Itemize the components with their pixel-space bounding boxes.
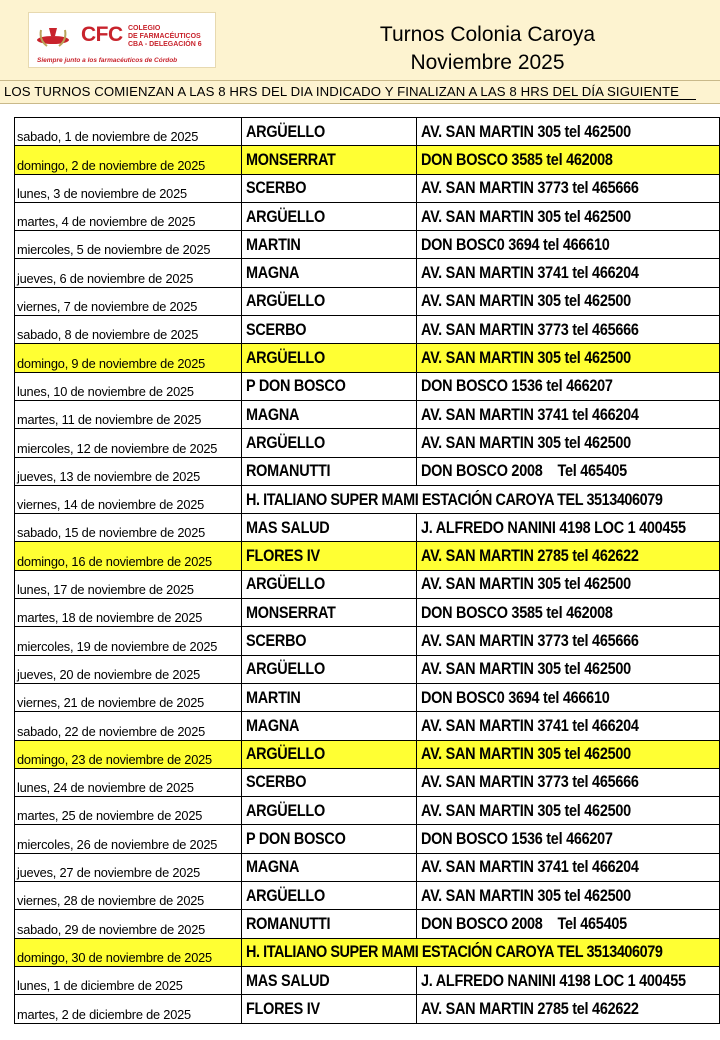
row-pharmacy-text: ARGÜELLO bbox=[246, 432, 325, 452]
row-address bbox=[417, 287, 720, 315]
row-date: domingo, 16 de noviembre de 2025 bbox=[15, 542, 242, 570]
row-pharmacy-text: ROMANUTTI bbox=[246, 913, 331, 933]
schedule-row bbox=[15, 287, 720, 315]
row-pharmacy bbox=[242, 853, 417, 881]
row-address bbox=[417, 740, 720, 768]
row-address-text: AV. SAN MARTIN 3773 tel 465666 bbox=[421, 772, 639, 792]
row-date: miercoles, 12 de noviembre de 2025 bbox=[15, 429, 242, 457]
schedule-row bbox=[15, 344, 720, 372]
schedule-row bbox=[15, 882, 720, 910]
row-date: miercoles, 5 de noviembre de 2025 bbox=[15, 231, 242, 259]
row-address-text: AV. SAN MARTIN 3773 tel 465666 bbox=[421, 319, 639, 339]
row-pharmacy-text: SCERBO bbox=[246, 772, 307, 792]
row-date: viernes, 7 de noviembre de 2025 bbox=[15, 287, 242, 315]
laurel-icon bbox=[35, 22, 71, 52]
row-date: jueves, 6 de noviembre de 2025 bbox=[15, 259, 242, 287]
row-address-text: AV. SAN MARTIN 305 tel 462500 bbox=[421, 206, 631, 226]
row-pharmacy bbox=[242, 174, 417, 202]
row-pharmacy-text: ARGÜELLO bbox=[246, 291, 325, 311]
schedule-row bbox=[15, 966, 720, 994]
row-pharmacy-text: MAGNA bbox=[246, 715, 300, 735]
schedule-row bbox=[15, 118, 720, 146]
row-pharmacy-text: ARGÜELLO bbox=[246, 206, 325, 226]
row-date: lunes, 1 de diciembre de 2025 bbox=[15, 966, 242, 994]
row-address-text: AV. SAN MARTIN 3741 tel 466204 bbox=[421, 263, 639, 283]
row-address-text: DON BOSC0 3694 tel 466610 bbox=[421, 687, 610, 707]
schedule-row bbox=[15, 231, 720, 259]
schedule-row bbox=[15, 259, 720, 287]
row-address bbox=[417, 174, 720, 202]
schedule-row bbox=[15, 712, 720, 740]
row-pharmacy-text: SCERBO bbox=[246, 630, 307, 650]
row-address-text: AV. SAN MARTIN 3773 tel 465666 bbox=[421, 178, 639, 198]
row-pharmacy bbox=[242, 202, 417, 230]
row-address-text: DON BOSC0 3694 tel 466610 bbox=[421, 234, 610, 254]
row-address bbox=[417, 570, 720, 598]
row-date: jueves, 20 de noviembre de 2025 bbox=[15, 655, 242, 683]
row-address bbox=[417, 825, 720, 853]
schedule-row bbox=[15, 400, 720, 428]
row-pharmacy bbox=[242, 146, 417, 174]
row-address bbox=[417, 768, 720, 796]
row-address-text: DON BOSCO 3585 tel 462008 bbox=[421, 602, 613, 622]
row-date: viernes, 28 de noviembre de 2025 bbox=[15, 882, 242, 910]
row-pharmacy-text: ROMANUTTI bbox=[246, 461, 331, 481]
row-pharmacy-text: SCERBO bbox=[246, 319, 307, 339]
row-pharmacy-text: ARGÜELLO bbox=[246, 574, 325, 594]
schedule-row bbox=[15, 202, 720, 230]
row-address bbox=[417, 655, 720, 683]
row-address-text: AV. SAN MARTIN 3741 tel 466204 bbox=[421, 404, 639, 424]
schedule-row bbox=[15, 514, 720, 542]
row-pharmacy-text: ARGÜELLO bbox=[246, 744, 325, 764]
row-address bbox=[417, 683, 720, 711]
row-pharmacy bbox=[242, 316, 417, 344]
row-date: sabado, 29 de noviembre de 2025 bbox=[15, 910, 242, 938]
schedule-row bbox=[15, 655, 720, 683]
row-address-text: DON BOSCO 2008 Tel 465405 bbox=[421, 913, 627, 933]
row-date: viernes, 14 de noviembre de 2025 bbox=[15, 485, 242, 513]
schedule-row bbox=[15, 316, 720, 344]
row-address-text: AV. SAN MARTIN 305 tel 462500 bbox=[421, 885, 631, 905]
row-pharmacy bbox=[242, 429, 417, 457]
row-address bbox=[417, 344, 720, 372]
row-pharmacy bbox=[242, 882, 417, 910]
row-address-text: J. ALFREDO NANINI 4198 LOC 1 400455 bbox=[421, 517, 686, 537]
row-pharmacy-text: MONSERRAT bbox=[246, 602, 336, 622]
row-pharmacy-text: ARGÜELLO bbox=[246, 659, 325, 679]
schedule-row bbox=[15, 485, 720, 513]
schedule-row bbox=[15, 457, 720, 485]
row-address-text: DON BOSCO 1536 tel 466207 bbox=[421, 376, 613, 396]
row-address bbox=[417, 429, 720, 457]
schedule-row bbox=[15, 740, 720, 768]
logo-line-2: DE FARMACÉUTICOS bbox=[128, 33, 201, 40]
row-date: martes, 2 de diciembre de 2025 bbox=[15, 995, 242, 1023]
row-address-text: AV. SAN MARTIN 305 tel 462500 bbox=[421, 432, 631, 452]
schedule-row bbox=[15, 599, 720, 627]
row-address bbox=[417, 966, 720, 994]
row-pharmacy bbox=[242, 344, 417, 372]
row-address bbox=[417, 712, 720, 740]
row-date: miercoles, 26 de noviembre de 2025 bbox=[15, 825, 242, 853]
row-date: martes, 4 de noviembre de 2025 bbox=[15, 202, 242, 230]
row-pharmacy-text: MARTIN bbox=[246, 234, 301, 254]
schedule-row bbox=[15, 372, 720, 400]
row-pharmacy-text: ARGÜELLO bbox=[246, 121, 325, 141]
row-date: jueves, 27 de noviembre de 2025 bbox=[15, 853, 242, 881]
row-pharmacy bbox=[242, 542, 417, 570]
row-pharmacy bbox=[242, 740, 417, 768]
row-pharmacy bbox=[242, 231, 417, 259]
row-pharmacy bbox=[242, 118, 417, 146]
row-pharmacy-text: ARGÜELLO bbox=[246, 348, 325, 368]
row-address-text: AV. SAN MARTIN 3741 tel 466204 bbox=[421, 715, 639, 735]
row-date: domingo, 30 de noviembre de 2025 bbox=[15, 938, 242, 966]
row-pharmacy-text: FLORES IV bbox=[246, 998, 320, 1018]
row-address-text: J. ALFREDO NANINI 4198 LOC 1 400455 bbox=[421, 970, 686, 990]
row-pharmacy-text: MAGNA bbox=[246, 857, 300, 877]
row-address-text: AV. SAN MARTIN 2785 tel 462622 bbox=[421, 546, 639, 566]
row-address bbox=[417, 853, 720, 881]
logo-line-1: COLEGIO bbox=[128, 25, 161, 32]
row-date: domingo, 2 de noviembre de 2025 bbox=[15, 146, 242, 174]
row-pharmacy bbox=[242, 966, 417, 994]
schedule-row bbox=[15, 797, 720, 825]
logo-slogan: Siempre junto a los farmacéuticos de Córdob bbox=[37, 57, 178, 64]
row-pharmacy bbox=[242, 627, 417, 655]
row-pharmacy bbox=[242, 712, 417, 740]
row-address-text: AV. SAN MARTIN 305 tel 462500 bbox=[421, 348, 631, 368]
row-address-text: DON BOSCO 1536 tel 466207 bbox=[421, 829, 613, 849]
row-date: sabado, 22 de noviembre de 2025 bbox=[15, 712, 242, 740]
row-address bbox=[417, 457, 720, 485]
row-pharmacy bbox=[242, 768, 417, 796]
row-address bbox=[417, 146, 720, 174]
row-address-text: AV. SAN MARTIN 3741 tel 466204 bbox=[421, 857, 639, 877]
row-pharmacy bbox=[242, 655, 417, 683]
schedule-row bbox=[15, 938, 720, 966]
row-pharmacy bbox=[242, 514, 417, 542]
row-date: viernes, 21 de noviembre de 2025 bbox=[15, 683, 242, 711]
row-address bbox=[417, 316, 720, 344]
page-header bbox=[0, 0, 720, 80]
row-pharmacy-text: MARTIN bbox=[246, 687, 301, 707]
row-pharmacy-full-text: H. ITALIANO SUPER MAMI ESTACIÓN CAROYA TEL 3513406079 bbox=[246, 489, 663, 509]
row-pharmacy bbox=[242, 287, 417, 315]
row-pharmacy bbox=[242, 570, 417, 598]
cfc-logo bbox=[28, 12, 216, 68]
row-pharmacy-text: MAGNA bbox=[246, 263, 300, 283]
logo-line-3: CBA - DELEGACIÓN 6 bbox=[128, 41, 202, 48]
row-pharmacy bbox=[242, 995, 417, 1023]
row-address-text: DON BOSCO 3585 tel 462008 bbox=[421, 149, 613, 169]
row-address bbox=[417, 627, 720, 655]
row-pharmacy-text: SCERBO bbox=[246, 178, 307, 198]
row-pharmacy bbox=[242, 599, 417, 627]
row-address bbox=[417, 797, 720, 825]
row-address-text: AV. SAN MARTIN 305 tel 462500 bbox=[421, 574, 631, 594]
row-pharmacy-text: FLORES IV bbox=[246, 546, 320, 566]
row-address-text: DON BOSCO 2008 Tel 465405 bbox=[421, 461, 627, 481]
schedule-row bbox=[15, 825, 720, 853]
schedule-row bbox=[15, 768, 720, 796]
row-address bbox=[417, 202, 720, 230]
row-address bbox=[417, 259, 720, 287]
row-address bbox=[417, 400, 720, 428]
schedule-row bbox=[15, 174, 720, 202]
row-pharmacy-text: MONSERRAT bbox=[246, 149, 336, 169]
row-date: miercoles, 19 de noviembre de 2025 bbox=[15, 627, 242, 655]
row-address-text: AV. SAN MARTIN 305 tel 462500 bbox=[421, 800, 631, 820]
row-date: domingo, 9 de noviembre de 2025 bbox=[15, 344, 242, 372]
row-address-text: AV. SAN MARTIN 305 tel 462500 bbox=[421, 291, 631, 311]
row-pharmacy-text: P DON BOSCO bbox=[246, 829, 346, 849]
row-address-text: AV. SAN MARTIN 2785 tel 462622 bbox=[421, 998, 639, 1018]
row-address-text: AV. SAN MARTIN 3773 tel 465666 bbox=[421, 630, 639, 650]
row-address-text: AV. SAN MARTIN 305 tel 462500 bbox=[421, 659, 631, 679]
row-address bbox=[417, 995, 720, 1023]
row-address bbox=[417, 542, 720, 570]
page-title: Turnos Colonia Caroya bbox=[379, 23, 596, 46]
row-pharmacy bbox=[242, 259, 417, 287]
row-address bbox=[417, 372, 720, 400]
schedule-row bbox=[15, 995, 720, 1023]
row-date: lunes, 24 de noviembre de 2025 bbox=[15, 768, 242, 796]
logo-brand: CFC bbox=[81, 23, 123, 46]
row-address bbox=[417, 910, 720, 938]
schedule-row bbox=[15, 542, 720, 570]
row-pharmacy bbox=[242, 457, 417, 485]
row-pharmacy-full bbox=[242, 938, 720, 966]
row-date: lunes, 10 de noviembre de 2025 bbox=[15, 372, 242, 400]
schedule-row bbox=[15, 570, 720, 598]
schedule-row bbox=[15, 853, 720, 881]
row-pharmacy-text: MAGNA bbox=[246, 404, 300, 424]
row-date: lunes, 17 de noviembre de 2025 bbox=[15, 570, 242, 598]
row-pharmacy-text: ARGÜELLO bbox=[246, 885, 325, 905]
row-pharmacy bbox=[242, 400, 417, 428]
schedule-row bbox=[15, 910, 720, 938]
row-pharmacy-full bbox=[242, 485, 720, 513]
row-pharmacy-full-text: H. ITALIANO SUPER MAMI ESTACIÓN CAROYA TEL 3513406079 bbox=[246, 942, 663, 962]
row-date: jueves, 13 de noviembre de 2025 bbox=[15, 457, 242, 485]
row-pharmacy bbox=[242, 910, 417, 938]
row-date: domingo, 23 de noviembre de 2025 bbox=[15, 740, 242, 768]
row-date: sabado, 8 de noviembre de 2025 bbox=[15, 316, 242, 344]
row-date: martes, 25 de noviembre de 2025 bbox=[15, 797, 242, 825]
row-pharmacy bbox=[242, 825, 417, 853]
row-address bbox=[417, 599, 720, 627]
duty-schedule-table bbox=[14, 117, 720, 1024]
row-date: martes, 18 de noviembre de 2025 bbox=[15, 599, 242, 627]
row-date: martes, 11 de noviembre de 2025 bbox=[15, 400, 242, 428]
row-date: sabado, 1 de noviembre de 2025 bbox=[15, 118, 242, 146]
row-pharmacy-text: MAS SALUD bbox=[246, 970, 330, 990]
row-address bbox=[417, 118, 720, 146]
notice-text: LOS TURNOS COMIENZAN A LAS 8 HRS DEL DIA INDICADO Y FINALIZAN A LAS 8 HRS DEL DÍA SIGUIENTE bbox=[4, 84, 680, 99]
row-address-text: AV. SAN MARTIN 305 tel 462500 bbox=[421, 744, 631, 764]
schedule-row bbox=[15, 683, 720, 711]
row-address-text: AV. SAN MARTIN 305 tel 462500 bbox=[421, 121, 631, 141]
row-pharmacy-text: MAS SALUD bbox=[246, 517, 330, 537]
row-pharmacy bbox=[242, 683, 417, 711]
schedule-row bbox=[15, 429, 720, 457]
row-address bbox=[417, 231, 720, 259]
schedule-row bbox=[15, 627, 720, 655]
row-address bbox=[417, 514, 720, 542]
schedule-row bbox=[15, 146, 720, 174]
row-date: lunes, 3 de noviembre de 2025 bbox=[15, 174, 242, 202]
row-pharmacy bbox=[242, 372, 417, 400]
notice-underline bbox=[340, 99, 696, 100]
row-address bbox=[417, 882, 720, 910]
schedule-notice bbox=[0, 80, 720, 104]
row-date: sabado, 15 de noviembre de 2025 bbox=[15, 514, 242, 542]
row-pharmacy-text: P DON BOSCO bbox=[246, 376, 346, 396]
row-pharmacy bbox=[242, 797, 417, 825]
page-subtitle: Noviembre 2025 bbox=[410, 51, 565, 74]
row-pharmacy-text: ARGÜELLO bbox=[246, 800, 325, 820]
